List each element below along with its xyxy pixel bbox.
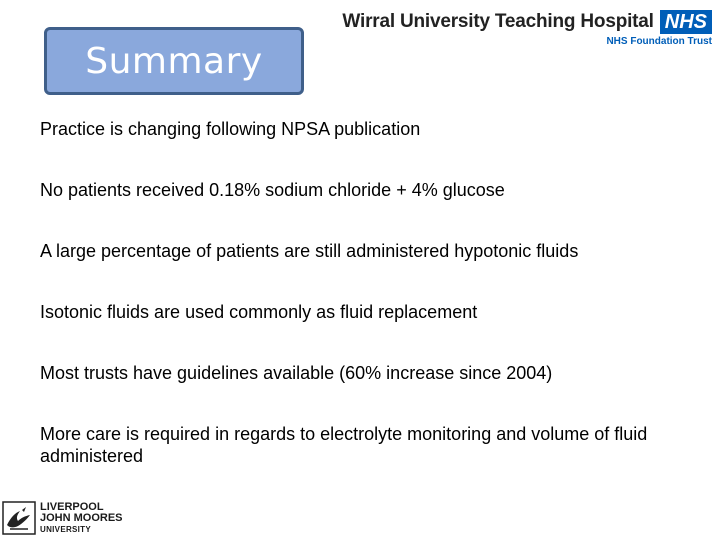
- summary-item: More care is required in regards to electrolyte monitoring and volume of fluid administered: [40, 424, 648, 466]
- liver-bird-crest-icon: [2, 501, 36, 535]
- hospital-name: Wirral University Teaching Hospital: [342, 11, 654, 32]
- summary-item: Practice is changing following NPSA publication: [40, 119, 421, 139]
- university-logo: [2, 497, 134, 539]
- hospital-trust-subtitle: NHS Foundation Trust: [606, 36, 712, 47]
- hospital-logo: [342, 10, 712, 50]
- summary-item: Isotonic fluids are used commonly as fluid replacement: [40, 302, 478, 322]
- slide-title: Summary: [85, 40, 263, 82]
- summary-item: Most trusts have guidelines available (60% increase since 2004): [40, 363, 553, 383]
- summary-list: [40, 118, 680, 506]
- nhs-badge: NHS: [660, 10, 712, 34]
- university-line-2: JOHN MOORES: [40, 511, 123, 524]
- university-line-3: UNIVERSITY: [40, 524, 92, 534]
- summary-item: A large percentage of patients are still administered hypotonic fluids: [40, 241, 579, 261]
- university-line-1: LIVERPOOL: [40, 500, 104, 513]
- summary-item: No patients received 0.18% sodium chloride + 4% glucose: [40, 180, 505, 200]
- slide-title-box: [44, 27, 304, 95]
- hospital-logo-top-line: [342, 10, 712, 34]
- university-name: [40, 502, 123, 535]
